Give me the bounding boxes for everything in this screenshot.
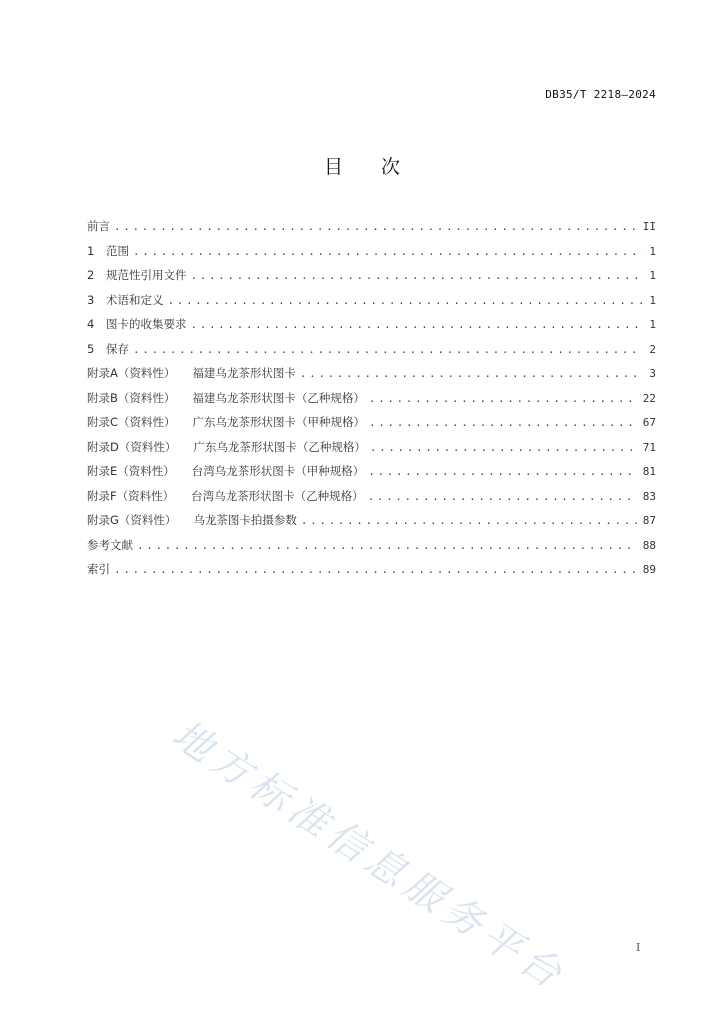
toc-entry-label: 范围 — [106, 243, 129, 258]
toc-page-number: 83 — [642, 489, 656, 503]
toc-entry-label: 保存 — [106, 341, 129, 356]
appendix-label: 附录G（资料性） — [87, 513, 177, 527]
toc-page-number: 67 — [642, 416, 656, 429]
toc-entry-label: 索引 — [87, 562, 110, 576]
toc-entry-appendix-g[interactable] — [87, 512, 656, 537]
document-code: DB35/T 2218—2024 — [545, 88, 656, 101]
toc-entry-index[interactable] — [87, 561, 656, 586]
dot-leader — [168, 294, 644, 307]
appendix-label: 附录D（资料性） — [87, 439, 177, 454]
toc-entry-section-3[interactable] — [87, 292, 656, 317]
appendix-title: 广东乌龙茶形状图卡（甲种规格） — [192, 415, 366, 429]
watermark: 地方标准信息服务平台 — [163, 712, 575, 1001]
toc-entry-label: 图卡的收集要求 — [106, 317, 187, 331]
dot-leader — [369, 392, 637, 405]
toc-page-number: 81 — [642, 465, 656, 478]
toc-page-number: 1 — [649, 269, 656, 282]
dot-leader — [191, 318, 644, 331]
toc-entry-section-5[interactable] — [87, 341, 656, 366]
toc-page-number: 1 — [649, 318, 656, 331]
toc-page-number: 88 — [642, 538, 656, 552]
toc-entry-references[interactable] — [87, 537, 656, 562]
appendix-label: 附录F（资料性） — [87, 488, 175, 503]
toc-entry-section-1[interactable] — [87, 243, 656, 268]
section-number: 4 — [87, 317, 95, 331]
dot-leader — [369, 416, 637, 429]
dot-leader — [301, 514, 637, 527]
table-of-contents — [87, 218, 656, 586]
appendix-label: 附录A（资料性） — [87, 366, 176, 380]
dot-leader — [191, 269, 644, 282]
dot-leader — [114, 220, 637, 233]
toc-page-number: 71 — [642, 440, 656, 454]
title-char-2: 次 — [381, 156, 401, 178]
toc-entry-appendix-a[interactable] — [87, 365, 656, 390]
dot-leader — [368, 465, 636, 478]
appendix-title: 乌龙茶图卡拍摄参数 — [193, 513, 297, 527]
toc-page-number: 1 — [649, 244, 656, 258]
toc-entry-label: 术语和定义 — [106, 292, 164, 307]
toc-page-number: 3 — [649, 367, 656, 380]
toc-entry-section-4[interactable] — [87, 316, 656, 341]
section-number: 1 — [87, 243, 95, 258]
dot-leader — [114, 563, 637, 576]
toc-entry-appendix-b[interactable] — [87, 390, 656, 415]
dot-leader — [300, 367, 644, 380]
section-number: 2 — [87, 268, 95, 282]
toc-entry-section-2[interactable] — [87, 267, 656, 292]
toc-page-number: 89 — [642, 563, 656, 576]
toc-entry-appendix-f[interactable] — [87, 488, 656, 513]
dot-leader — [137, 539, 637, 552]
toc-entry-appendix-e[interactable] — [87, 463, 656, 488]
toc-page-number: 22 — [642, 391, 656, 405]
appendix-title: 广东乌龙茶形状图卡（乙种规格） — [193, 439, 366, 454]
toc-page-number: II — [642, 220, 656, 233]
toc-entry-label: 参考文献 — [87, 537, 133, 552]
appendix-title: 台湾乌龙茶形状图卡（乙种规格） — [191, 488, 364, 503]
toc-entry-appendix-d[interactable] — [87, 439, 656, 464]
appendix-label: 附录B（资料性） — [87, 390, 176, 405]
appendix-label: 附录E（资料性） — [87, 464, 175, 478]
toc-page-number: 1 — [649, 293, 656, 307]
toc-page-number: 87 — [642, 514, 656, 527]
appendix-title: 台湾乌龙茶形状图卡（甲种规格） — [191, 464, 365, 478]
appendix-label: 附录C（资料性） — [87, 415, 176, 429]
toc-entry-label: 规范性引用文件 — [106, 268, 187, 282]
dot-leader — [368, 490, 637, 503]
toc-entry-appendix-c[interactable] — [87, 414, 656, 439]
title-char-1: 目 — [323, 156, 343, 178]
dot-leader — [133, 245, 643, 258]
page-title — [0, 152, 724, 179]
dot-leader — [370, 441, 637, 454]
toc-entry-foreword[interactable] — [87, 218, 656, 243]
section-number: 5 — [87, 341, 95, 356]
section-number: 3 — [87, 292, 95, 307]
appendix-title: 福建乌龙茶形状图卡（乙种规格） — [192, 390, 365, 405]
toc-page-number: 2 — [649, 342, 656, 356]
appendix-title: 福建乌龙茶形状图卡 — [192, 366, 296, 380]
toc-entry-label: 前言 — [87, 219, 110, 233]
footer-page-number: I — [636, 941, 641, 954]
dot-leader — [133, 343, 643, 356]
